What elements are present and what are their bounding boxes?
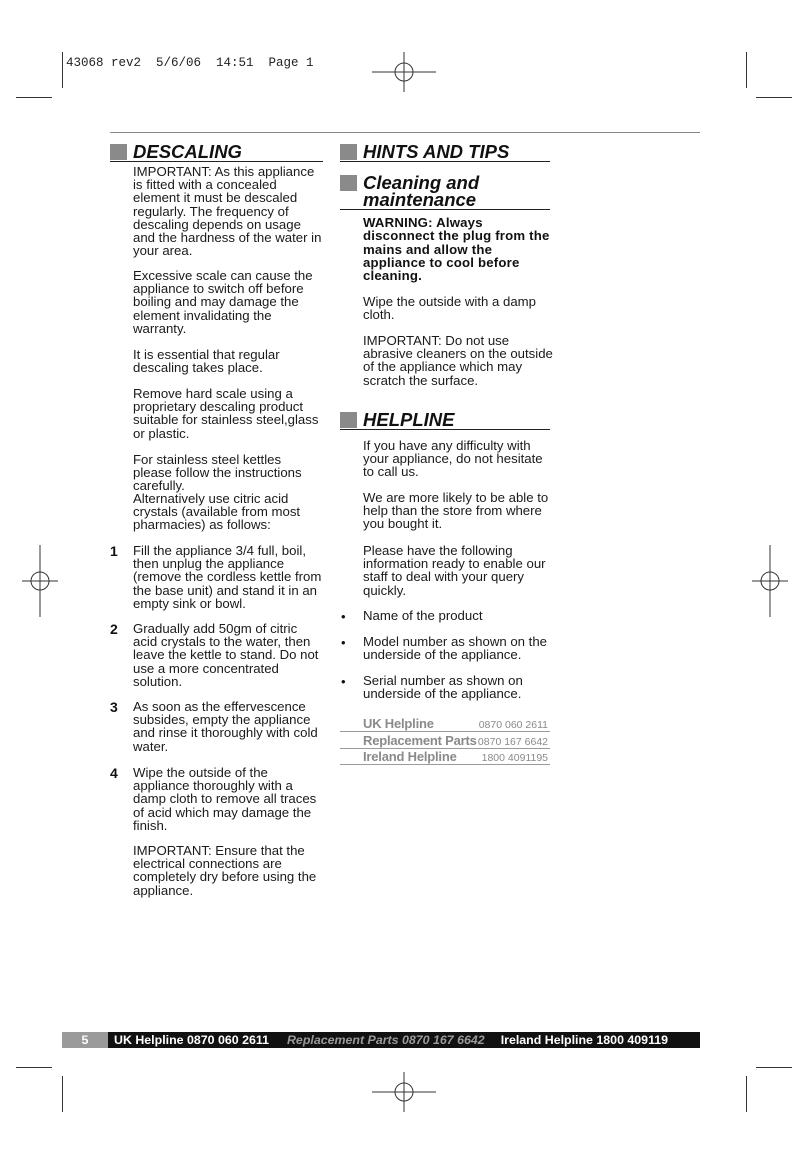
cleaning-subheading-line: maintenance — [363, 189, 477, 210]
heading-square-icon — [340, 412, 357, 428]
cleaning-paragraph: Wipe the outside with a damp cloth. — [363, 294, 536, 323]
helpline-table-row — [340, 716, 550, 732]
helpline-name: Replacement Parts — [363, 733, 477, 748]
footer-ireland-helpline: Ireland Helpline 1800 409119 — [500, 1033, 669, 1047]
step-number: 1 — [110, 543, 118, 559]
helpline-heading-text: HELPLINE — [363, 409, 455, 430]
helpline-name: UK Helpline — [363, 716, 434, 731]
heading-square-icon — [340, 144, 357, 160]
descaling-heading-text: DESCALING — [133, 141, 242, 162]
step-text: Gradually add 50gm of citric acid crystals to the water, then leave the kettle to stand. Do not use a more concentrated solution. — [133, 621, 319, 689]
crop-mark — [62, 1076, 63, 1112]
top-rule — [110, 132, 700, 133]
cleaning-paragraph: IMPORTANT: Do not use abrasive cleaners on the outside of the appliance which may scratch the surface. — [363, 333, 553, 388]
footer-bar — [62, 1032, 700, 1048]
helpline-table-row — [340, 749, 550, 765]
hints-heading-text: HINTS AND TIPS — [363, 141, 510, 162]
descaling-paragraph: It is essential that regular descaling takes place. — [133, 347, 280, 376]
helpline-phone: 0870 060 2611 — [478, 719, 548, 731]
helpline-paragraph: Please have the following information ready to enable our staff to deal with your query quickly. — [363, 543, 546, 598]
footer-uk-helpline: UK Helpline 0870 060 2611 — [114, 1033, 269, 1047]
descaling-paragraph: IMPORTANT: As this appliance is fitted with a concealed element it must be descaled regularly. The frequency of descaling depends on usage and the hardness of the water in your area. — [133, 164, 322, 259]
crop-mark — [16, 97, 52, 98]
helpline-table-row — [340, 733, 550, 749]
step-number: 4 — [110, 765, 118, 781]
step-text: Wipe the outside of the appliance thoroughly with a damp cloth to remove all traces of acid which may damage the finish. — [133, 765, 317, 833]
helpline-phone: 1800 4091195 — [481, 752, 548, 764]
crop-mark — [746, 52, 747, 88]
descaling-paragraph: Excessive scale can cause the appliance to switch off before boiling and may damage the element invalidating the warranty. — [133, 268, 313, 336]
descaling-paragraph: For stainless steel kettles please follow the instructions carefully. — [133, 452, 302, 494]
crop-mark — [756, 1067, 792, 1068]
descaling-paragraph: Remove hard scale using a proprietary descaling product suitable for stainless steel,glass or plastic. — [133, 386, 319, 441]
step-number: 3 — [110, 699, 118, 715]
bullet-icon: • — [341, 609, 346, 624]
step-number: 2 — [110, 621, 118, 637]
step-text: Fill the appliance 3/4 full, boil, then unplug the appliance (remove the cordless kettle from the base unit) and stand it in an empty sink or bowl. — [133, 543, 322, 611]
helpline-bullet-text: Serial number as shown on underside of the appliance. — [363, 673, 523, 702]
heading-square-icon — [110, 144, 127, 160]
cleaning-subheading-text — [363, 174, 479, 208]
helpline-heading — [340, 411, 550, 430]
footer-replacement-parts: Replacement Parts 0870 167 6642 — [286, 1033, 485, 1047]
step-text: As soon as the effervescence subsides, empty the appliance and rinse it thoroughly with cold water. — [133, 699, 318, 754]
crop-mark — [62, 52, 63, 88]
cleaning-subheading — [340, 174, 550, 210]
helpline-bullet-text: Name of the product — [363, 608, 483, 623]
descaling-paragraph: Alternatively use citric acid crystals (available from most pharmacies) as follows: — [133, 491, 301, 533]
helpline-paragraph: We are more likely to be able to help than the store from where you bought it. — [363, 490, 549, 532]
cleaning-subheading-line: Cleaning and — [363, 172, 480, 193]
crop-mark — [746, 1076, 747, 1112]
page-number: 5 — [62, 1032, 108, 1048]
helpline-paragraph: If you have any difficulty with your appliance, do not hesitate to call us. — [363, 438, 543, 480]
registration-mark-icon — [372, 1072, 436, 1112]
descaling-heading — [110, 143, 323, 162]
cleaning-warning: WARNING: Always disconnect the plug from the mains and allow the appliance to cool before cleaning. — [363, 215, 550, 284]
print-slug: 43068 rev2 5/6/06 14:51 Page 1 — [66, 56, 314, 70]
registration-mark-icon — [372, 52, 436, 92]
crop-mark — [756, 97, 792, 98]
bullet-icon: • — [341, 674, 346, 689]
helpline-phone: 0870 167 6642 — [477, 736, 548, 748]
registration-mark-icon — [752, 545, 788, 617]
helpline-name: Ireland Helpline — [363, 749, 457, 764]
helpline-bullet-text: Model number as shown on the underside of the appliance. — [363, 634, 548, 663]
registration-mark-icon — [22, 545, 58, 617]
crop-mark — [16, 1067, 52, 1068]
bullet-icon: • — [341, 635, 346, 650]
heading-square-icon — [340, 175, 357, 191]
hints-heading — [340, 143, 550, 162]
descaling-paragraph: IMPORTANT: Ensure that the electrical connections are completely dry before using the appliance. — [133, 843, 317, 898]
